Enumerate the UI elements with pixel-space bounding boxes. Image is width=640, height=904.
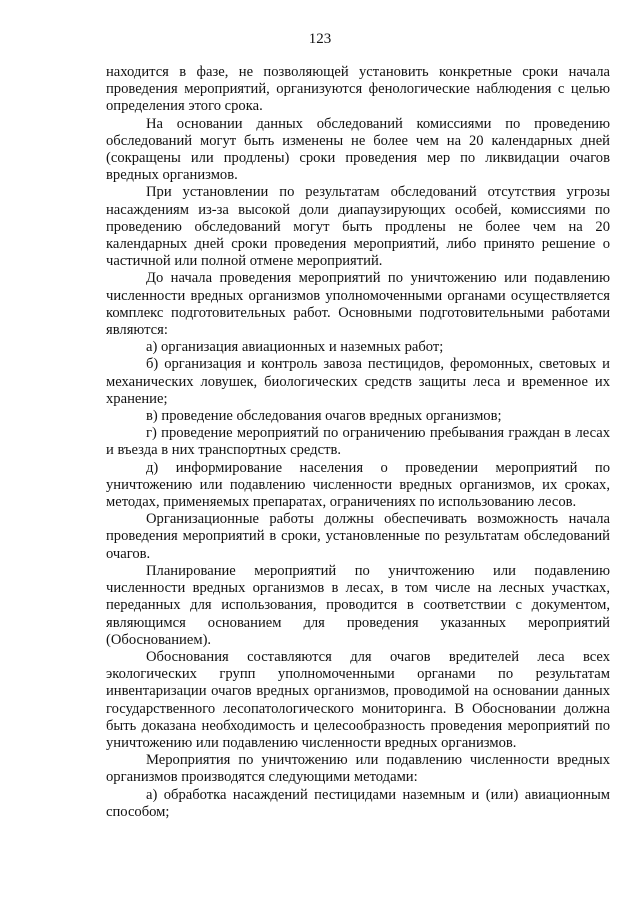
list-item-b: б) организация и контроль завоза пестицидов, феромонных, световых и механических ловушек, биологических средств защиты леса и временное их хранение; — [106, 356, 610, 407]
paragraph-methods: Мероприятия по уничтожению или подавлению численности вредных организмов производятся следующими методами: — [106, 752, 610, 786]
paragraph-planning: Планирование мероприятий по уничтожению или подавлению численности вредных организмов в лесах, в том числе на лесных участках, переданных для использования, проводится в соответствии с документом, являющимся основанием для проведения указанных мероприятий (Обоснованием). — [106, 562, 610, 648]
paragraph-term-changes: На основании данных обследований комиссиями по проведению обследований могут быть изменены не более чем на 20 календарных дней (сокращены или продлены) сроки проведения мер по ликвидации очагов вредных организмов. — [106, 115, 610, 184]
method-item-a: а) обработка насаждений пестицидами наземным и (или) авиационным способом; — [106, 786, 610, 820]
paragraph-continuation: находится в фазе, не позволяющей установить конкретные сроки начала проведения мероприятий, организуются фенологические наблюдения с целью определения этого срока. — [106, 64, 610, 115]
paragraph-preparation: До начала проведения мероприятий по уничтожению или подавлению численности вредных организмов уполномоченными органами осуществляется комплекс подготовительных работ. Основными подготовительными работами являются: — [106, 270, 610, 339]
list-item-d: д) информирование населения о проведении мероприятий по уничтожению или подавлению численности вредных организмов, их сроках, методах, применяемых препаратах, ограничениях по использованию лесов. — [106, 459, 610, 511]
list-item-v: в) проведение обследования очагов вредных организмов; — [146, 408, 502, 425]
paragraph-organizational-works: Организационные работы должны обеспечивать возможность начала проведения мероприятий в сроки, установленные по результатам обследований очагов. — [106, 511, 610, 562]
list-item-g: г) проведение мероприятий по ограничению пребывания граждан в лесах и въезда в них транспортных средств. — [106, 425, 610, 459]
list-item-a: а) организация авиационных и наземных работ; — [146, 339, 444, 356]
paragraph-justification: Обоснования составляются для очагов вредителей леса всех экологических групп уполномоченными органами по результатам инвентаризации очагов вредных организмов, проводимой на основании данных государственного лесопатологического мониторинга. В Обосновании должна быть доказана необходимость и целесообразность проведения мероприятий по уничтожению или подавлению численности вредных организмов. — [106, 648, 610, 751]
paragraph-extension: При установлении по результатам обследований отсутствия угрозы насаждениям из-за высокой доли диапаузирующих особей, комиссиями по проведению обследований могут быть продлены не более чем на 20 календарных дней сроки проведения мероприятий, либо принято решение о частичной или полной отмене мероприятий. — [106, 184, 610, 270]
page-number: 123 — [308, 31, 332, 47]
document-body — [106, 64, 610, 821]
